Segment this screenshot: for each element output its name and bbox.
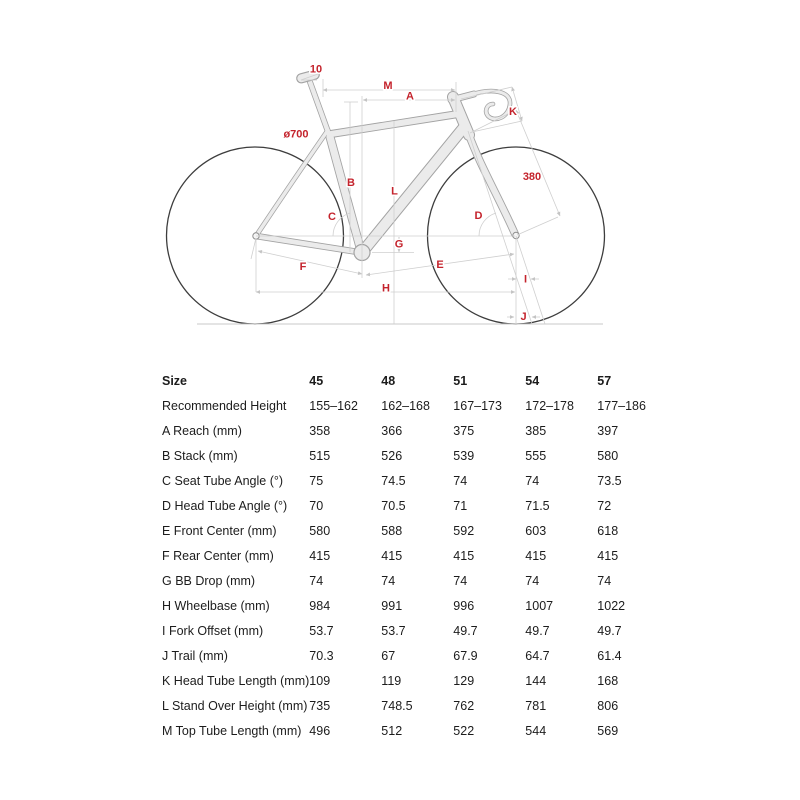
row-label: C Seat Tube Angle (°)	[162, 473, 284, 488]
col-header-45: 45	[309, 373, 324, 388]
label-j: J	[520, 311, 527, 323]
table-cell: 592	[453, 523, 475, 538]
table-cell: 177–186	[597, 398, 646, 413]
col-header-57: 57	[597, 373, 612, 388]
table-row	[162, 593, 669, 618]
dim-line-f	[258, 251, 362, 274]
frame-fill	[256, 82, 515, 252]
table-row	[162, 693, 669, 718]
table-cell: 144	[525, 673, 547, 688]
label-saddle-setback: 10	[309, 63, 323, 76]
table-cell: 49.7	[597, 623, 622, 638]
table-cell: 74	[525, 573, 540, 588]
table-cell: 71.5	[525, 498, 550, 513]
label-m: M	[383, 80, 393, 92]
table-cell: 415	[525, 548, 547, 563]
table-cell: 544	[525, 723, 547, 738]
table-cell: 569	[597, 723, 619, 738]
table-cell: 74	[309, 573, 324, 588]
table-row	[162, 668, 669, 693]
table-cell: 991	[381, 598, 403, 613]
table-row	[162, 568, 669, 593]
table-cell: 588	[381, 523, 403, 538]
table-cell: 74	[597, 573, 612, 588]
table-cell: 526	[381, 448, 403, 463]
table-cell: 735	[309, 698, 331, 713]
table-cell: 61.4	[597, 648, 622, 663]
label-l: L	[391, 185, 398, 198]
table-cell: 49.7	[525, 623, 550, 638]
table-cell: 155–162	[309, 398, 358, 413]
row-label: E Front Center (mm)	[162, 523, 277, 538]
table-cell: 512	[381, 723, 403, 738]
steering-axis	[468, 131, 532, 324]
row-label: I Fork Offset (mm)	[162, 623, 264, 638]
table-cell: 522	[453, 723, 475, 738]
table-cell: 996	[453, 598, 475, 613]
table-cell: 1022	[597, 598, 626, 613]
row-label: D Head Tube Angle (°)	[162, 498, 288, 513]
row-label: B Stack (mm)	[162, 448, 238, 463]
table-row	[162, 543, 669, 568]
table-cell: 397	[597, 423, 619, 438]
label-c: C	[328, 211, 336, 223]
table-cell: 539	[453, 448, 475, 463]
row-label: G BB Drop (mm)	[162, 573, 256, 588]
table-cell: 618	[597, 523, 619, 538]
table-cell: 415	[381, 548, 403, 563]
table-cell: 53.7	[381, 623, 406, 638]
col-header-48: 48	[381, 373, 396, 388]
table-cell: 129	[453, 673, 475, 688]
table-cell: 415	[309, 548, 331, 563]
table-cell: 70.5	[381, 498, 406, 513]
dim-line-380	[516, 110, 560, 216]
col-header-51: 51	[453, 373, 468, 388]
table-cell: 53.7	[309, 623, 334, 638]
table-cell: 748.5	[381, 698, 413, 713]
table-cell: 375	[453, 423, 475, 438]
geometry-table-body	[162, 393, 669, 743]
table-cell: 49.7	[453, 623, 478, 638]
table-cell: 67	[381, 648, 396, 663]
label-g: G	[394, 238, 404, 251]
table-row	[162, 443, 669, 468]
table-cell: 415	[597, 548, 619, 563]
table-row	[162, 493, 669, 518]
table-cell: 162–168	[381, 398, 430, 413]
row-label: H Wheelbase (mm)	[162, 598, 270, 613]
label-a: A	[406, 90, 414, 103]
table-cell: 70.3	[309, 648, 334, 663]
table-row	[162, 643, 669, 668]
row-label: M Top Tube Length (mm)	[162, 723, 302, 738]
table-cell: 73.5	[597, 473, 622, 488]
row-label: F Rear Center (mm)	[162, 548, 274, 563]
geometry-table-head	[162, 368, 669, 393]
label-b: B	[347, 177, 355, 189]
table-cell: 806	[597, 698, 619, 713]
table-cell: 496	[309, 723, 331, 738]
table-cell: 70	[309, 498, 324, 513]
table-cell: 74	[525, 473, 540, 488]
table-cell: 385	[525, 423, 547, 438]
table-row	[162, 618, 669, 643]
table-row	[162, 518, 669, 543]
table-cell: 74.5	[381, 473, 406, 488]
label-d: D	[474, 210, 483, 222]
label-k: K	[509, 106, 517, 118]
label-380: 380	[522, 171, 542, 183]
table-cell: 515	[309, 448, 331, 463]
bike-diagram-svg	[0, 0, 800, 360]
table-cell: 580	[597, 448, 619, 463]
row-label: J Trail (mm)	[162, 648, 228, 663]
table-cell: 72	[597, 498, 612, 513]
table-cell: 71	[453, 498, 468, 513]
label-e: E	[436, 259, 444, 271]
table-cell: 603	[525, 523, 547, 538]
table-row	[162, 393, 669, 418]
table-cell: 415	[453, 548, 475, 563]
col-header-size: Size	[162, 373, 188, 388]
table-cell: 172–178	[525, 398, 574, 413]
label-h: H	[382, 282, 390, 295]
row-label: A Reach (mm)	[162, 423, 242, 438]
table-cell: 75	[309, 473, 324, 488]
row-label: K Head Tube Length (mm)	[162, 673, 310, 688]
table-cell: 580	[309, 523, 331, 538]
table-cell: 64.7	[525, 648, 550, 663]
table-cell: 109	[309, 673, 331, 688]
front-axle	[513, 232, 519, 238]
table-cell: 119	[381, 673, 402, 688]
table-row	[162, 468, 669, 493]
table-cell: 74	[453, 473, 468, 488]
geometry-table	[162, 368, 669, 743]
label-i: I	[523, 273, 528, 286]
table-cell: 358	[309, 423, 331, 438]
table-cell: 168	[597, 673, 619, 688]
table-cell: 762	[453, 698, 475, 713]
table-cell: 984	[309, 598, 331, 613]
table-row	[162, 718, 669, 743]
table-cell: 366	[381, 423, 403, 438]
table-cell: 1007	[525, 598, 554, 613]
table-row	[162, 418, 669, 443]
header-row	[162, 368, 669, 393]
row-label: Recommended Height	[162, 398, 287, 413]
table-cell: 781	[525, 698, 547, 713]
table-cell: 167–173	[453, 398, 502, 413]
table-cell: 74	[453, 573, 468, 588]
row-label: L Stand Over Height (mm)	[162, 698, 308, 713]
table-cell: 74	[381, 573, 396, 588]
label-wheel-size: ø700	[283, 128, 309, 141]
bike-geometry-diagram	[0, 0, 800, 360]
label-f: F	[299, 261, 307, 273]
col-header-54: 54	[525, 373, 540, 388]
table-cell: 555	[525, 448, 547, 463]
table-cell: 67.9	[453, 648, 478, 663]
